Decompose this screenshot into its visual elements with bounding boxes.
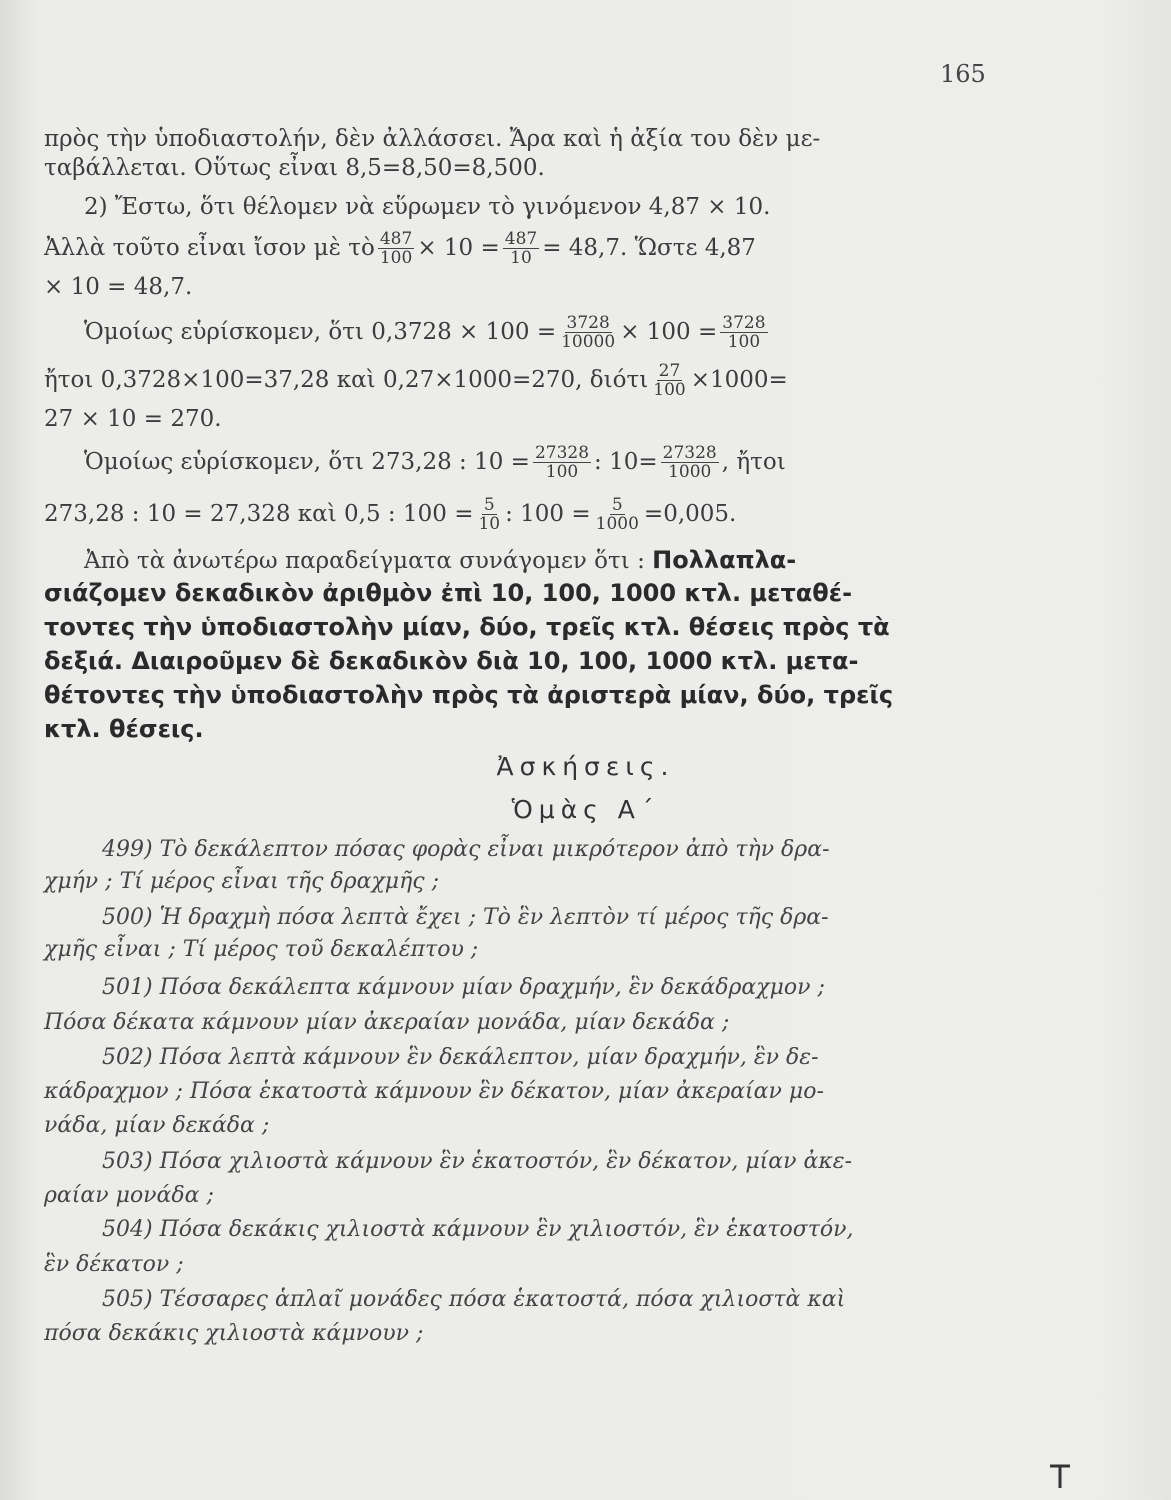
text-segment: Ὁμοίως εὑρίσκομεν, ὅτι 273,28 : 10 = (84, 449, 530, 475)
text-line: ταβάλλεται. Οὕτως εἶναι 8,5=8,50=8,500. (44, 155, 545, 181)
pin-mark-icon (1048, 1460, 1072, 1497)
exercise-line: πόσα δεκάκις χιλιοστὰ κάμνουν ; (44, 1321, 424, 1346)
text-line: × 10 = 48,7. (44, 274, 193, 300)
group-heading: Ὁμὰς Α΄ (511, 795, 660, 824)
text-line-with-fractions (44, 492, 990, 536)
fraction-denominator: 1000 (595, 513, 639, 534)
text-segment: Ὁμοίως εὑρίσκομεν, ὅτι 0,3728 × 100 = (84, 319, 557, 345)
fraction-numerator: 27 (658, 360, 681, 381)
text-line: 2) Ἔστω, ὅτι θέλομεν νὰ εὕρωμεν τὸ γινόμενον 4,87 × 10. (84, 194, 771, 220)
fraction (378, 230, 414, 267)
fraction-denominator: 10000 (561, 331, 616, 352)
fraction-numerator: 487 (379, 228, 413, 249)
fraction-denominator: 100 (545, 461, 579, 482)
rule-line: σιάζομεν δεκαδικὸν ἀριθμὸν ἐπὶ 10, 100, 1000 κτλ. μεταθέ- (44, 579, 853, 607)
text-line-with-fractions (44, 358, 990, 402)
section-heading: Ἀσκήσεις. (496, 752, 675, 781)
text-segment: Ἀπὸ τὰ ἀνωτέρω παραδείγματα συνάγομεν ὅτι : (84, 548, 645, 574)
fraction-numerator: 27328 (662, 442, 717, 463)
exercise-line: κάδραχμον ; Πόσα ἑκατοστὰ κάμνουν ἓν δέκατον, μίαν ἀκεραίαν μο- (44, 1079, 824, 1104)
exercise-line: 500) Ἡ δραχμὴ πόσα λεπτὰ ἔχει ; Τὸ ἓν λεπτὸν τί μέρος τῆς δρα- (102, 905, 829, 930)
text-segment: 273,28 : 10 = 27,328 καὶ 0,5 : 100 = (44, 501, 474, 527)
text-line-with-fractions (44, 310, 990, 354)
exercise-line: 499) Τὸ δεκάλεπτον πόσας φορὰς εἶναι μικρότερον ἀπὸ τὴν δρα- (102, 837, 830, 862)
fraction-numerator: 487 (504, 228, 538, 249)
fraction (720, 314, 767, 351)
exercise-line: χμήν ; Τί μέρος εἶναι τῆς δραχμῆς ; (44, 869, 439, 894)
exercise-line: ἓν δέκατον ; (44, 1252, 184, 1277)
rule-line: τοντες τὴν ὑποδιαστολὴν μίαν, δύο, τρεῖς κτλ. θέσεις πρὸς τὰ (44, 613, 890, 641)
text-line: 27 × 10 = 270. (44, 406, 222, 432)
page-number: 165 (940, 60, 986, 88)
fraction (533, 444, 591, 481)
exercise-line: ραίαν μονάδα ; (44, 1183, 214, 1208)
fraction-numerator: 5 (611, 494, 623, 515)
fraction-denominator: 100 (727, 331, 761, 352)
text-segment: × 10 = (417, 235, 500, 261)
fraction (559, 314, 617, 351)
text-segment: Ἀλλὰ τοῦτο εἶναι ἴσον μὲ τὸ (44, 235, 375, 261)
text-segment: × 100 = (620, 319, 718, 345)
text-segment: , ἤτοι (721, 449, 786, 475)
fraction-denominator: 1000 (668, 461, 712, 482)
rule-text: Πολλαπλα- (652, 546, 797, 574)
fraction-denominator: 100 (653, 379, 686, 400)
text-segment: : 10= (594, 449, 658, 475)
exercise-line: 503) Πόσα χιλιοστὰ κάμνουν ἓν ἑκατοστόν, ἓν δέκατον, μίαν ἀκε- (102, 1149, 853, 1174)
fraction-denominator: 100 (379, 247, 413, 268)
exercise-line: 504) Πόσα δεκάκις χιλιοστὰ κάμνουν ἓν χιλιοστόν, ἓν ἑκατοστόν, (102, 1217, 854, 1242)
fraction-numerator: 3728 (722, 312, 766, 333)
text-segment: : 100 = (505, 501, 591, 527)
text-line (44, 545, 990, 576)
exercise-line: χμῆς εἶναι ; Τί μέρος τοῦ δεκαλέπτου ; (44, 937, 479, 962)
fraction-denominator: 10 (510, 247, 532, 268)
rule-line: θέτοντες τὴν ὑποδιαστολὴν πρὸς τὰ ἀριστερὰ μίαν, δύο, τρεῖς (44, 681, 894, 709)
fraction-denominator: 10 (478, 513, 501, 534)
exercise-line: 502) Πόσα λεπτὰ κάμνουν ἓν δεκάλεπτον, μίαν δραχμήν, ἓν δε- (102, 1045, 819, 1070)
text-line-with-fractions (44, 440, 990, 484)
exercise-line: 501) Πόσα δεκάλεπτα κάμνουν μίαν δραχμήν, ἓν δεκάδραχμον ; (102, 975, 825, 1000)
fraction (594, 496, 641, 533)
fraction (661, 444, 719, 481)
text-segment: ×1000= (690, 367, 788, 393)
text-line: πρὸς τὴν ὑποδιαστολήν, δὲν ἀλλάσσει. Ἄρα καὶ ἡ ἀξία του δὲν με- (44, 126, 821, 152)
fraction-numerator: 27328 (534, 442, 590, 463)
fraction-numerator: 3728 (566, 312, 610, 333)
fraction-numerator: 5 (483, 494, 495, 515)
exercise-line: Πόσα δέκατα κάμνουν μίαν ἀκεραίαν μονάδα, μίαν δεκάδα ; (44, 1010, 730, 1035)
fraction (476, 496, 502, 533)
rule-line: κτλ. θέσεις. (44, 715, 204, 743)
fraction (651, 362, 687, 399)
text-segment: = 48,7. Ὥστε 4,87 (542, 235, 756, 261)
text-segment: =0,005. (643, 501, 737, 527)
exercise-line: νάδα, μίαν δεκάδα ; (44, 1113, 270, 1138)
text-segment: ἤτοι 0,3728×100=37,28 καὶ 0,27×1000=270, διότι (44, 367, 649, 393)
rule-line: δεξιά. Διαιροῦμεν δὲ δεκαδικὸν διὰ 10, 100, 1000 κτλ. μετα- (44, 647, 859, 675)
text-line-with-fractions (44, 228, 990, 268)
exercise-line: 505) Τέσσαρες ἁπλαῖ μονάδες πόσα ἑκατοστά, πόσα χιλιοστὰ καὶ (102, 1287, 846, 1312)
fraction (503, 230, 539, 267)
